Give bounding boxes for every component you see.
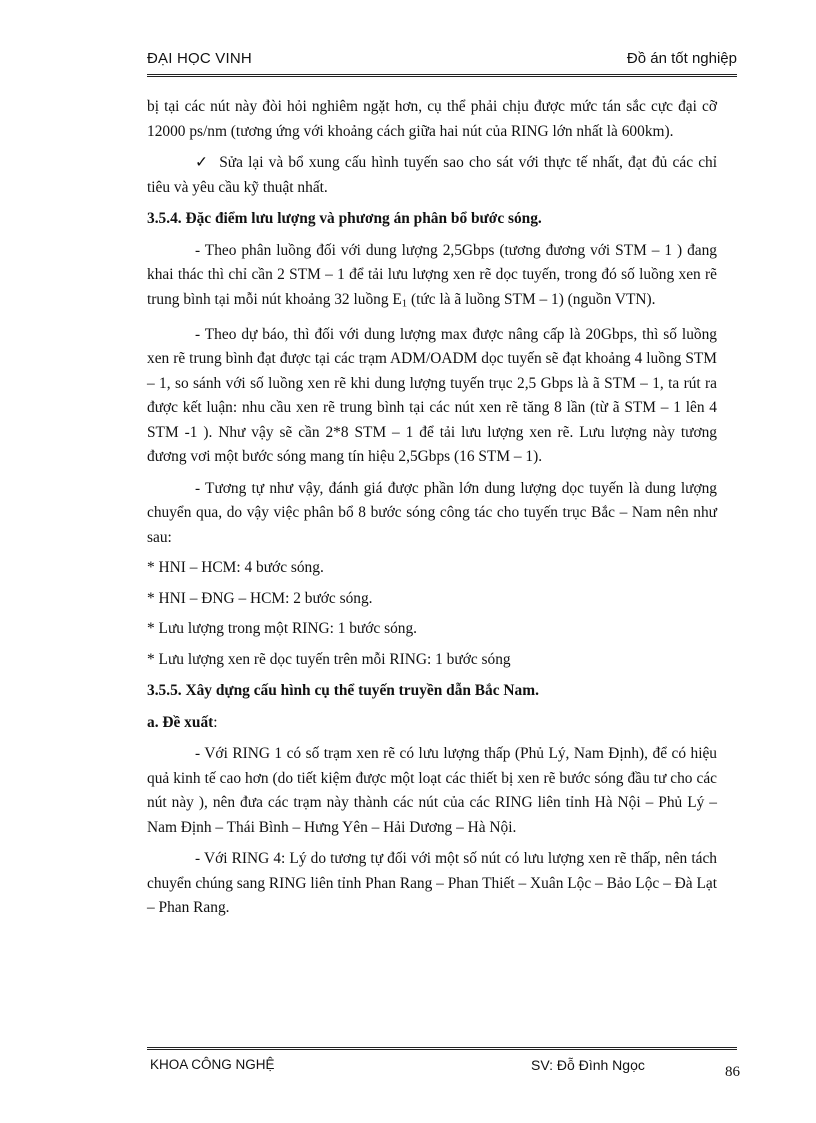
page-header: [147, 44, 737, 74]
section-heading-354: 3.5.4. Đặc điểm lưu lượng và phương án phân bổ bước sóng.: [147, 210, 542, 227]
paragraph-3-tail: (tức là ã luồng STM – 1) (nguồn VTN).: [407, 290, 656, 308]
paragraph-3-main: - Theo phân luồng đối với dung lượng 2,5Gbps (tương đương với STM – 1 ) đang khai thác thì chỉ cần 2 STM – 1 để tải lưu lượng xen rẽ dọc tuyến, trong đó số luồng xen rẽ trung bình tại mỗi nút khoảng 32 luồng E: [147, 241, 717, 308]
paragraph-1: bị tại các nút này đòi hỏi nghiêm ngặt hơn, cụ thể phải chịu được mức tán sắc cực đại cỡ 12000 ps/nm (tương ứng với khoảng cách giữa hai nút của RING lớn nhất là 600km).: [147, 98, 717, 140]
page-number: 86: [725, 1064, 740, 1080]
paragraph-4: - Theo dự báo, thì đối với dung lượng max được nâng cấp là 20Gbps, thì số luồng xen rẽ trung bình đạt được tại các trạm ADM/OADM dọc tuyến sẽ đạt khoảng 4 luồng STM – 1, so sánh với số luồng xen rẽ khi dung lượng tuyến trục 2,5 Gbps là ã STM – 1, ta rút ra được kết luận: nhu cầu xen rẽ trung bình tại các nút xen rẽ tăng 8 lần (từ ã STM – 1 lên 4 STM -1 ). Như vậy sẽ cần 2*8 STM – 1 để tải lưu lượng xen rẽ. Lưu lượng này tương đương vơi một bước sóng mang tín hiệu 2,5Gbps (16 STM – 1).: [147, 325, 717, 466]
subheading-colon: :: [213, 713, 218, 731]
checkmark-paragraph: [147, 151, 717, 200]
list-item: * Lưu lượng xen rẽ dọc tuyến trên mỗi RING: 1 bước sóng: [147, 650, 511, 668]
subheading-label: a. Đề xuất: [147, 713, 214, 731]
paragraph-3: [147, 239, 717, 316]
paragraph-6: - Với RING 1 có số trạm xen rẽ có lưu lượng thấp (Phủ Lý, Nam Định), để có hiệu quả kinh tế cao hơn (do tiết kiệm được một loạt các thiết bị xen rẽ bước sóng đầu tư cho các nút này ), nên đưa các trạm này thành các nút của các RING liên tỉnh Hà Nội – Phủ Lý – Nam Định – Thái Bình – Hưng Yên – Hải Dương – Hà Nội.: [147, 745, 717, 836]
page-body: [147, 95, 717, 921]
footer-divider: [147, 1047, 737, 1051]
paragraph-5: - Tương tự như vậy, đánh giá được phần lớn dung lượng dọc tuyến là dung lượng chuyển qua, do vậy việc phân bổ 8 bước sóng công tác cho tuyến trục Bắc – Nam nên như sau:: [147, 479, 717, 546]
section-heading-355: 3.5.5. Xây dựng cấu hình cụ thể tuyến truyền dẫn Bắc Nam.: [147, 682, 539, 700]
paragraph-7: - Với RING 4: Lý do tương tự đối với một số nút có lưu lượng xen rẽ thấp, nên tách chuyển chúng sang RING liên tỉnh Phan Rang – Phan Thiết – Xuân Lộc – Bảo Lộc – Đà Lạt – Phan Rang.: [147, 850, 717, 917]
footer-faculty: KHOA CÔNG NGHỆ: [150, 1057, 275, 1072]
list-item: * Lưu lượng trong một RING: 1 bước sóng.: [147, 620, 418, 638]
header-title: Đồ án tốt nghiệp: [626, 50, 737, 67]
paragraph-2: Sửa lại và bổ xung cấu hình tuyến sao cho sát với thực tế nhất, đạt đủ các chỉ tiêu và yêu cầu kỹ thuật nhất.: [147, 154, 717, 196]
header-university: ĐẠI HỌC VINH: [147, 50, 252, 67]
subheading-a: [147, 711, 717, 736]
header-divider: [147, 74, 737, 78]
footer-student: SV: Đỗ Đình Ngọc: [531, 1057, 645, 1073]
list-item: * HNI – HCM: 4 bước sóng.: [147, 559, 324, 577]
subscript: 1: [401, 297, 408, 310]
list-item: * HNI – ĐNG – HCM: 2 bước sóng.: [147, 589, 373, 607]
